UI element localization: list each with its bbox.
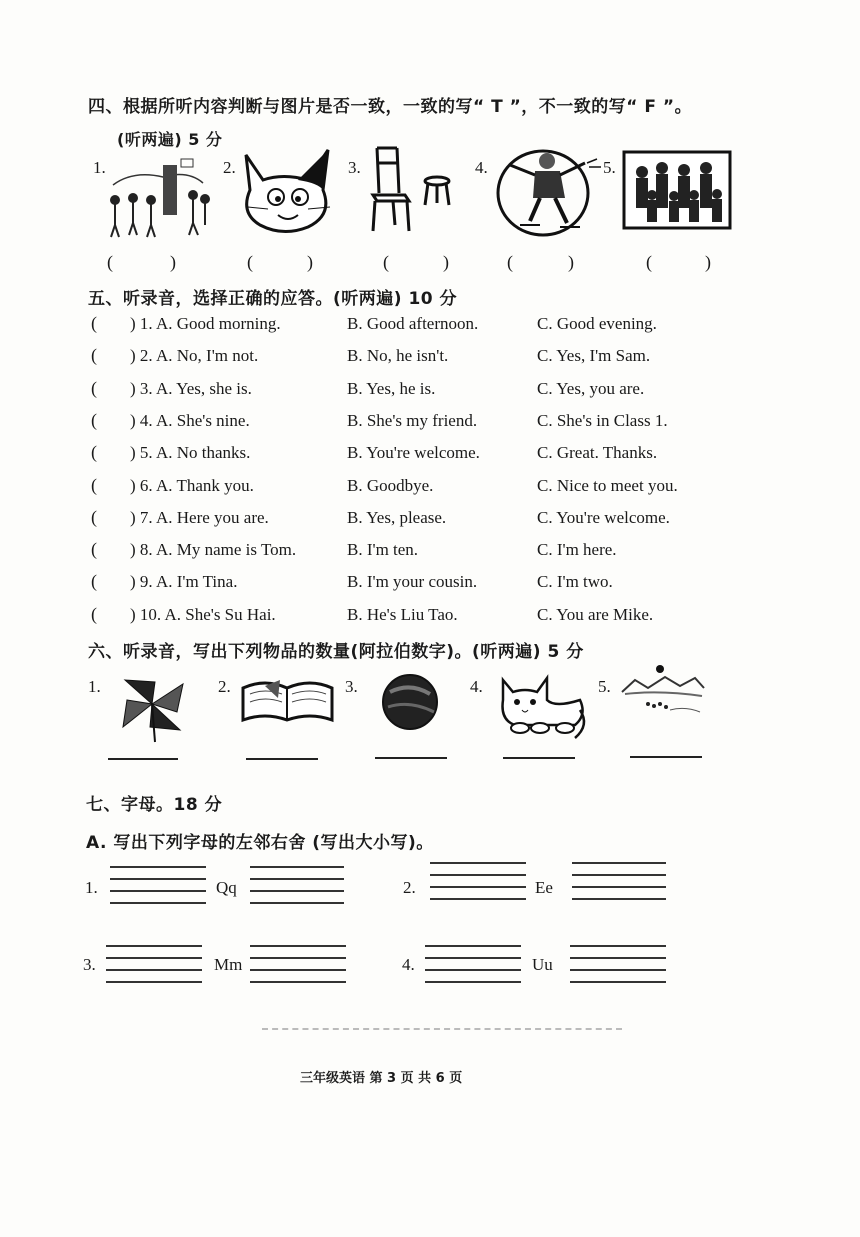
- writing-line[interactable]: [250, 890, 344, 892]
- letter-ee: Ee: [535, 878, 553, 897]
- writing-line[interactable]: [110, 866, 206, 868]
- s4-paren-open-5: (: [646, 252, 652, 272]
- writing-line[interactable]: [570, 981, 666, 983]
- s5-answer-4[interactable]: [100, 410, 130, 432]
- s5-paren-5: (: [91, 442, 97, 463]
- s4-paren-open-3: (: [383, 252, 389, 272]
- s7-num-3: 3.: [83, 955, 96, 974]
- writing-line[interactable]: [110, 890, 206, 892]
- s5-paren-3: (: [91, 377, 97, 398]
- ball-icon: [380, 672, 440, 732]
- s5-item-6-option-a: ) 6. A. Thank you.: [130, 475, 254, 495]
- s5-answer-9[interactable]: [100, 571, 130, 593]
- chair-and-stool-picture: [365, 143, 460, 233]
- s5-item-7-option-c: C. You're welcome.: [537, 507, 670, 527]
- s5-item-7-option-a: ) 7. A. Here you are.: [130, 507, 269, 527]
- section-4-title: 四、根据所听内容判断与图片是否一致，一致的写“ T ”，不一致的写“ F ”。: [88, 97, 693, 117]
- s6-answer-line-1[interactable]: [108, 758, 178, 760]
- s5-item-3-option-c: C. Yes, you are.: [537, 378, 645, 398]
- s5-item-1-option-a: ) 1. A. Good morning.: [130, 314, 281, 333]
- s4-paren-close-4: ): [568, 252, 574, 272]
- writing-line[interactable]: [250, 902, 344, 904]
- writing-line[interactable]: [250, 957, 346, 959]
- writing-line[interactable]: [570, 945, 666, 947]
- s7-num-4: 4.: [402, 955, 415, 974]
- s5-answer-5[interactable]: [100, 442, 130, 464]
- writing-line[interactable]: [425, 945, 521, 947]
- s4-paren-close-5: ): [705, 252, 711, 272]
- s4-paren-open-4: (: [507, 252, 513, 272]
- writing-line[interactable]: [572, 862, 666, 864]
- s4-paren-open-1: (: [107, 252, 113, 272]
- section-5-title: 五、听录音，选择正确的应答。(听两遍) 10 分: [88, 289, 458, 309]
- s5-paren-2: (: [91, 345, 97, 366]
- s5-item-8-option-c: C. I'm here.: [537, 540, 617, 560]
- s6-answer-line-5[interactable]: [630, 756, 702, 758]
- s5-item-9-option-b: B. I'm your cousin.: [347, 572, 478, 592]
- s4-paren-open-2: (: [247, 252, 253, 272]
- s4-paren-close-3: ): [443, 252, 449, 272]
- s5-paren-7: (: [91, 506, 97, 527]
- s5-item-1-option-c: C. Good evening.: [537, 314, 657, 333]
- s4-num-4: 4.: [475, 158, 488, 177]
- divider: [262, 1028, 622, 1030]
- s4-answer-5[interactable]: [657, 252, 703, 274]
- s4-num-5: 5.: [603, 158, 616, 177]
- s5-item-4-option-a: ) 4. A. She's nine.: [130, 410, 250, 430]
- cat-icon: [495, 670, 590, 740]
- writing-line[interactable]: [425, 981, 521, 983]
- writing-line[interactable]: [570, 957, 666, 959]
- s4-answer-2[interactable]: [258, 252, 304, 274]
- people-scene-picture: [103, 155, 213, 240]
- s6-num-2: 2.: [218, 677, 231, 696]
- s5-item-9-option-a: ) 9. A. I'm Tina.: [130, 572, 238, 592]
- s6-num-1: 1.: [88, 677, 101, 696]
- s4-num-1: 1.: [93, 158, 106, 177]
- letter-qq: Qq: [216, 878, 237, 897]
- s5-item-2-option-a: ) 2. A. No, I'm not.: [130, 346, 259, 366]
- s6-num-3: 3.: [345, 677, 358, 696]
- s5-answer-6[interactable]: [100, 475, 130, 497]
- writing-line[interactable]: [430, 874, 526, 876]
- skater-picture: [495, 143, 605, 238]
- writing-line[interactable]: [106, 957, 202, 959]
- s5-item-10-option-a: ) 10. A. She's Su Hai.: [130, 604, 276, 624]
- writing-line[interactable]: [425, 969, 521, 971]
- s5-item-4-option-c: C. She's in Class 1.: [537, 410, 668, 430]
- s5-item-10-option-b: B. He's Liu Tao.: [347, 604, 458, 624]
- s6-num-4: 4.: [470, 677, 483, 696]
- writing-line[interactable]: [250, 866, 344, 868]
- cat-face-picture: [238, 145, 338, 235]
- page-footer: 三年级英语 第 3 页 共 6 页: [300, 1071, 463, 1086]
- s5-item-6-option-c: C. Nice to meet you.: [537, 475, 678, 495]
- writing-line[interactable]: [106, 981, 202, 983]
- writing-line[interactable]: [106, 945, 202, 947]
- s4-answer-4[interactable]: [518, 252, 564, 274]
- writing-line[interactable]: [430, 862, 526, 864]
- s5-item-4-option-b: B. She's my friend.: [347, 410, 478, 430]
- writing-line[interactable]: [110, 878, 206, 880]
- s6-num-5: 5.: [598, 677, 611, 696]
- s4-num-3: 3.: [348, 158, 361, 177]
- letter-mm: Mm: [214, 955, 243, 974]
- s5-answer-10[interactable]: [100, 604, 130, 626]
- s5-item-6-option-b: B. Goodbye.: [347, 475, 434, 495]
- s5-item-9-option-c: C. I'm two.: [537, 572, 613, 592]
- s5-item-5-option-b: B. You're welcome.: [347, 443, 480, 463]
- section-6-title: 六、听录音，写出下列物品的数量(阿拉伯数字)。(听两遍) 5 分: [88, 642, 584, 662]
- writing-line[interactable]: [250, 981, 346, 983]
- s5-answer-2[interactable]: [100, 345, 130, 367]
- s4-num-2: 2.: [223, 158, 236, 177]
- writing-line[interactable]: [572, 886, 666, 888]
- writing-line[interactable]: [425, 957, 521, 959]
- writing-line[interactable]: [572, 874, 666, 876]
- s4-answer-3[interactable]: [394, 252, 440, 274]
- s6-answer-line-4[interactable]: [503, 757, 575, 759]
- s5-paren-4: (: [91, 409, 97, 430]
- s5-item-2-option-b: B. No, he isn't.: [347, 346, 449, 366]
- writing-line[interactable]: [572, 898, 666, 900]
- s7-num-2: 2.: [403, 878, 416, 897]
- section-4-note: (听两遍) 5 分: [117, 130, 223, 149]
- s5-paren-8: (: [91, 539, 97, 560]
- s5-item-10-option-c: C. You are Mike.: [537, 604, 654, 624]
- section-7-title: 七、字母。18 分: [86, 795, 223, 815]
- landscape-icon: [620, 662, 705, 722]
- writing-line[interactable]: [110, 902, 206, 904]
- s5-item-1-option-b: B. Good afternoon.: [347, 314, 479, 333]
- s5-answer-7[interactable]: [100, 507, 130, 529]
- s5-paren-9: (: [91, 571, 97, 592]
- s5-item-2-option-c: C. Yes, I'm Sam.: [537, 346, 651, 366]
- s5-answer-3[interactable]: [100, 378, 130, 400]
- book-icon: [240, 676, 335, 726]
- writing-line[interactable]: [106, 969, 202, 971]
- s5-answer-1[interactable]: [100, 313, 130, 335]
- s6-answer-line-3[interactable]: [375, 757, 447, 759]
- writing-line[interactable]: [250, 878, 344, 880]
- letter-uu: Uu: [532, 955, 553, 974]
- writing-line[interactable]: [250, 945, 346, 947]
- writing-line[interactable]: [570, 969, 666, 971]
- s5-item-8-option-a: ) 8. A. My name is Tom.: [130, 540, 297, 560]
- s5-item-3-option-a: ) 3. A. Yes, she is.: [130, 378, 252, 398]
- s4-answer-1[interactable]: [118, 252, 166, 274]
- section-7-subtitle: A. 写出下列字母的左邻右舍 (写出大小写)。: [86, 833, 434, 853]
- group-photo-picture: [622, 150, 732, 230]
- s4-paren-close-2: ): [307, 252, 313, 272]
- writing-line[interactable]: [430, 898, 526, 900]
- s5-item-3-option-b: B. Yes, he is.: [347, 378, 436, 398]
- s4-paren-close-1: ): [170, 252, 176, 272]
- pinwheel-icon: [115, 672, 190, 742]
- writing-line[interactable]: [430, 886, 526, 888]
- s5-item-7-option-b: B. Yes, please.: [347, 507, 447, 527]
- s6-answer-line-2[interactable]: [246, 758, 318, 760]
- s5-paren-1: (: [91, 313, 97, 333]
- s5-answer-8[interactable]: [100, 539, 130, 561]
- s5-paren-6: (: [91, 474, 97, 495]
- s5-item-5-option-c: C. Great. Thanks.: [537, 443, 658, 463]
- s5-item-8-option-b: B. I'm ten.: [347, 540, 419, 560]
- s5-item-5-option-a: ) 5. A. No thanks.: [130, 443, 251, 463]
- writing-line[interactable]: [250, 969, 346, 971]
- s5-paren-10: (: [91, 603, 97, 624]
- s7-num-1: 1.: [85, 878, 98, 897]
